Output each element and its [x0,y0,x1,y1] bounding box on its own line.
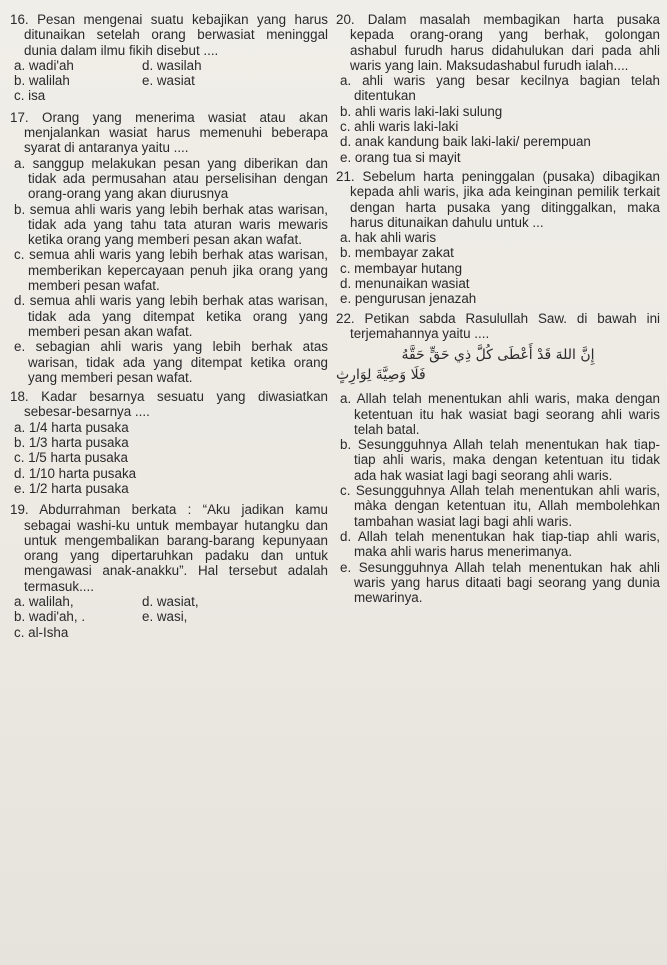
option-d[interactable]: d. menunaikan wasiat [340,276,470,292]
left-column [10,12,328,642]
option-d[interactable]: d. 1/10 harta pusaka [14,465,137,481]
question-22-stem: 22. Petikan sabda Rasulullah Saw. di bawah ini terjemahannya yaitu .... [336,310,660,341]
question-19 [10,502,328,640]
option-b[interactable]: b. Sesungguhnya Allah telah menentukan hak tiap-tiap ahli waris, maka dengan ketentuan itu tidak ada hak wasiat lagi bagi seorang ahli waris. [340,437,660,483]
question-19-options [10,594,328,640]
question-18-stem: 18. Kadar besarnya sesuatu yang diwasiatkan sebesar-besarnya .... [10,389,328,420]
option-b[interactable]: b. 1/3 harta pusaka [14,435,129,451]
hadith-arabic-line-2: فَلَا وَصِيَّةَ لِوَارِثٍ [336,367,426,384]
question-17 [10,110,328,385]
question-18 [10,389,328,496]
option-b[interactable]: b. ahli waris laki-laki sulung [340,103,503,119]
option-c[interactable]: c. semua ahli waris yang lebih berhak atas warisan, memberikan kepercayaan penuh jika orang yang memberi pesan wafat. [14,247,328,294]
hadith-arabic [336,345,660,385]
question-17-stem: 17. Orang yang menerima wasiat atau akan menjalankan wasiat harus memenuhi beberapa syarat di antaranya yaitu .... [10,109,328,156]
option-e[interactable]: e. Sesungguhnya Allah telah menentukan hak ahli waris yang harus ditaati bagi seorang yang dunia mewarinya. [340,559,660,606]
option-c[interactable]: c. membayar hutang [340,260,463,276]
option-a[interactable]: a. ahli waris yang besar kecilnya bagian telah ditentukan [340,73,660,104]
question-20-stem: 20. Dalam masalah membagikan harta pusaka kepada orang-orang yang berhak, golongan ashabul furudh harus didahulukan dari pada ahli waris yang lain. Maksudashabul furudh ialah.... [336,12,660,73]
question-16-options [10,58,328,104]
question-16-stem: 16. Pesan mengenai suatu kebajikan yang harus ditunaikan setelah orang berwasiat meninggal dunia dalam ilmu fikih disebut .... [10,12,328,58]
question-22 [336,311,660,606]
option-e[interactable]: e. sebagian ahli waris yang lebih berhak atas warisan, tidak ada yang ditempat ketika orang yang memberi pesan wafat. [14,339,328,385]
option-d[interactable]: d. wasiat, [142,593,199,609]
option-d[interactable]: d. semua ahli waris yang lebih berhak atas warisan, tidak ada yang ditempat ketika orang yang memberi pesan akan wafat. [14,293,328,339]
question-16 [10,12,328,104]
option-a[interactable]: a. 1/4 harta pusaka [14,419,129,435]
option-a[interactable]: a. wadi'ah [14,57,74,73]
option-b[interactable]: b. membayar zakat [340,245,454,261]
option-c[interactable]: c. isa [14,88,46,104]
hadith-arabic-line-1: إِنَّ اللهَ قَدْ أَعْطَى كُلَّ ذِي حَقٍّ حَقَّهُ [401,347,595,364]
option-d[interactable]: d. wasilah [142,57,202,73]
question-21 [336,169,660,307]
option-b[interactable]: b. walilah [14,73,70,89]
option-e[interactable]: e. pengurusan jenazah [340,291,477,307]
option-b[interactable]: b. semua ahli waris yang lebih berhak atas warisan, tidak ada yang tahu tata aturan waris mewaris ketika orang yang memberi pesan akan wafat. [14,201,328,248]
option-c[interactable]: c. 1/5 harta pusaka [14,450,128,466]
option-a[interactable]: a. walilah, [14,593,74,609]
option-a[interactable]: a. hak ahli waris [340,230,437,246]
option-b[interactable]: b. wadi'ah, . [14,609,86,625]
option-a[interactable]: a. Allah telah menentukan ahli waris, maka dengan ketentuan itu hak wasiat bagi seorang ahli waris telah batal. [340,391,660,437]
option-a[interactable]: a. sanggup melakukan pesan yang diberikan dan tidak ada permusahan atau perselisihan dengan orang-orang yang akan diurusnya [14,155,328,202]
option-c[interactable]: c. ahli waris laki-laki [340,119,459,135]
question-20 [336,12,660,165]
option-d[interactable]: d. anak kandung baik laki-laki/ perempuan [340,134,591,150]
option-d[interactable]: d. Allah telah menentukan hak tiap-tiap ahli waris, maka ahli waris harus menerimanya. [340,528,660,560]
option-e[interactable]: e. orang tua si mayit [340,149,461,165]
right-column [336,12,660,607]
option-c[interactable]: c. al-Isha [14,624,69,640]
question-21-stem: 21. Sebelum harta peninggalan (pusaka) dibagikan kepada ahli waris, jika ada keinginan pemilik terkait dengan harta pusaka yang ditinggalkan, maka harus ditunaikan dahulu untuk ... [336,168,660,230]
option-e[interactable]: e. wasi, [142,609,188,625]
question-19-stem: 19. Abdurrahman berkata : “Aku jadikan kamu sebagai washi-ku untuk membayar hutangku dan untuk mengembalikan barang-barang kepunyaan orang yang dipertaruhkan padaku dan untuk mengawasi anak-anakku”. Hal tersebut adalah termasuk.... [10,502,328,594]
option-e[interactable]: e. wasiat [142,73,195,89]
option-c[interactable]: c. Sesungguhnya Allah telah menentukan ahli waris, màka dengan ketentuan itu, Allah membolehkan tambahan wasiat lagi bagi ahli waris. [340,483,660,529]
option-e[interactable]: e. 1/2 harta pusaka [14,480,129,496]
